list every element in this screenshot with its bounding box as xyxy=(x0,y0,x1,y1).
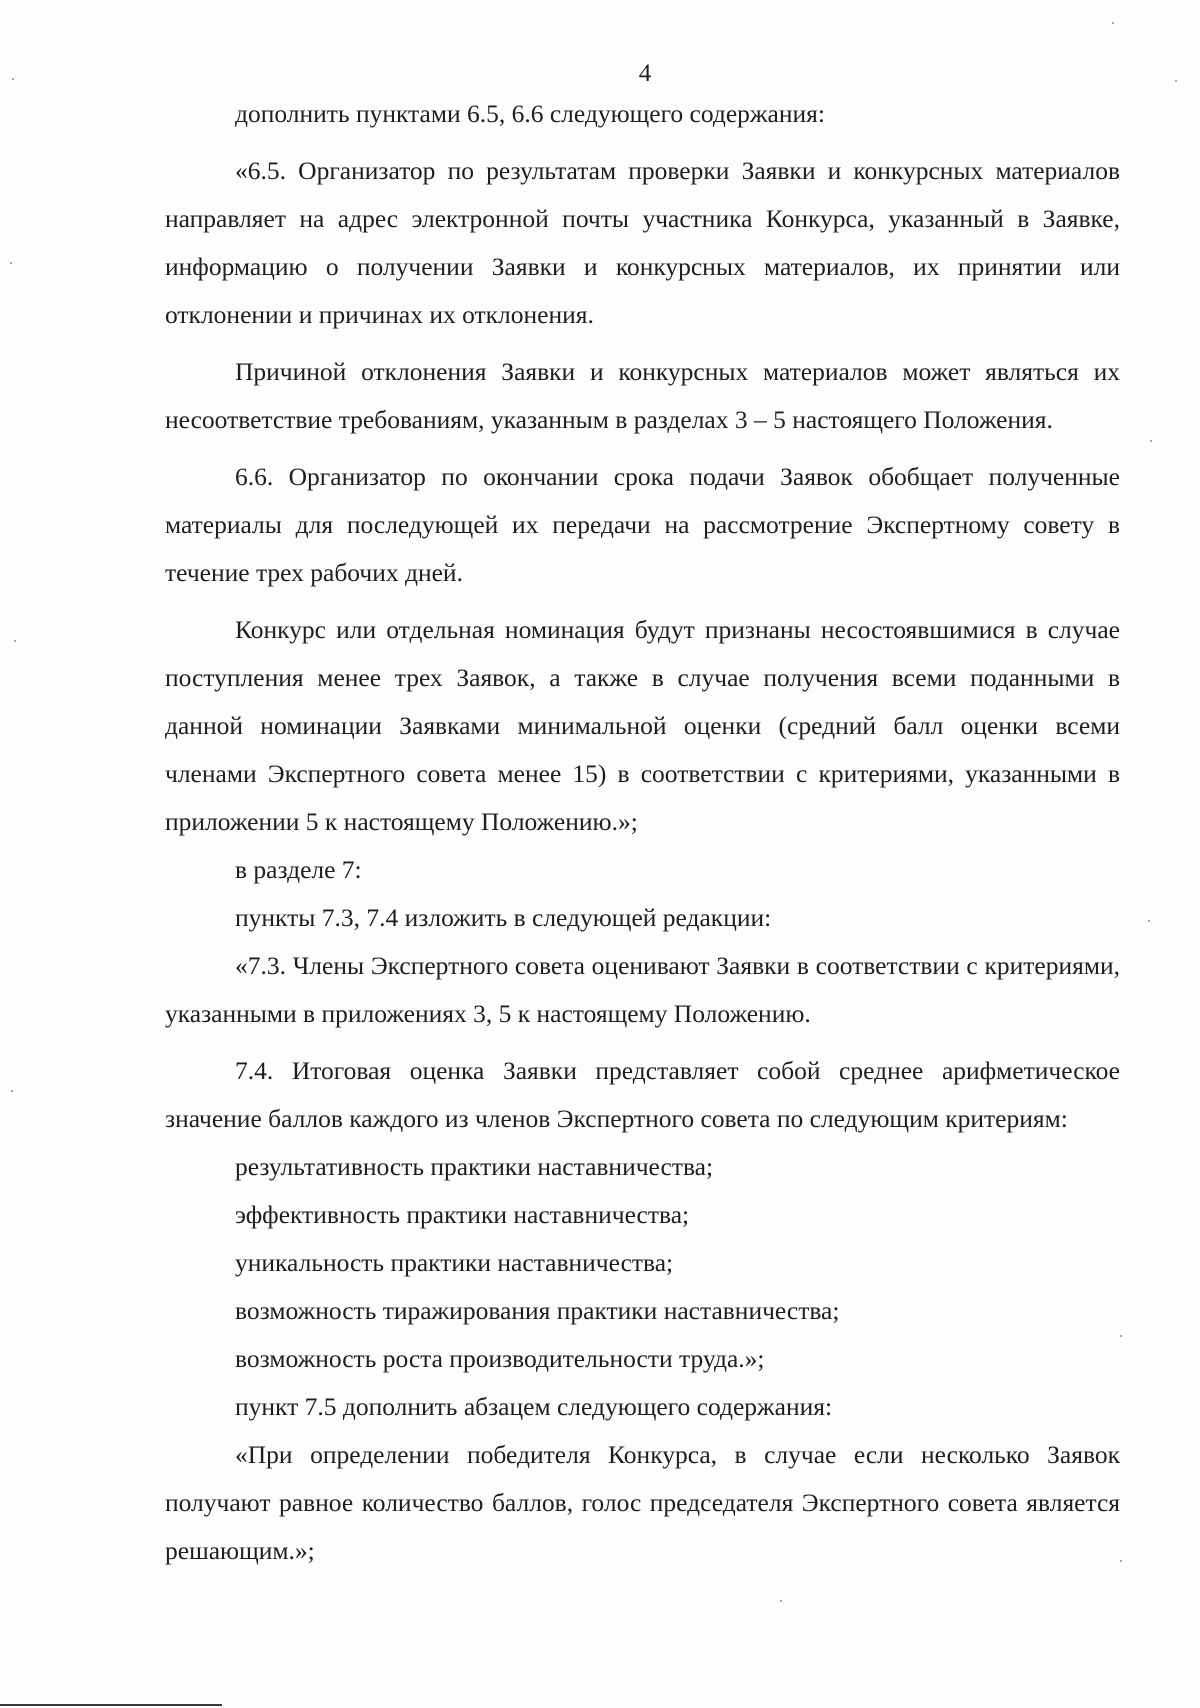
paragraph-6-6: 6.6. Организатор по окончании срока подачи Заявок обобщает полученные материалы для последующей их передачи на рассмотрение Экспертному совету в течение трех рабочих дней. xyxy=(165,462,1120,587)
paragraph-point-7-5: пункт 7.5 дополнить абзацем следующего содержания: xyxy=(235,1392,833,1421)
criterion-item: эффективность практики наставничества; xyxy=(235,1200,690,1229)
paragraph-7-4: 7.4. Итоговая оценка Заявки представляет собой среднее арифметическое значение баллов каждого из членов Экспертного совета по следующим критериям: xyxy=(165,1056,1120,1133)
document-body xyxy=(165,90,1120,1575)
scan-speck xyxy=(14,640,16,642)
page-number: 4 xyxy=(638,60,652,87)
scan-speck xyxy=(1148,920,1150,922)
criterion-item: уникальность практики наставничества; xyxy=(235,1248,674,1277)
paragraph-points-7-3-7-4: пункты 7.3, 7.4 изложить в следующей редакции: xyxy=(235,903,772,932)
scan-speck xyxy=(1175,80,1177,82)
paragraph-rejection-reason: Причиной отклонения Заявки и конкурсных материалов может являться их несоответствие требованиям, указанным в разделах 3 – 5 настоящего Положения. xyxy=(165,357,1120,434)
paragraph-intro-6: дополнить пунктами 6.5, 6.6 следующего содержания: xyxy=(235,99,825,128)
scan-speck xyxy=(1150,440,1152,442)
paragraph-winner-rule: «При определении победителя Конкурса, в случае если несколько Заявок получают равное количество баллов, голос председателя Экспертного совета является решающим.»; xyxy=(165,1440,1120,1565)
criterion-item: возможность роста производительности труда.»; xyxy=(235,1344,765,1373)
scan-speck xyxy=(10,262,12,264)
bottom-rule xyxy=(0,1704,222,1706)
paragraph-contest-failed: Конкурс или отдельная номинация будут признаны несостоявшимися в случае поступления менее трех Заявок, а также в случае получения всеми поданными в данной номинации Заявками минимальной оценки (средний балл оценки всеми членами Экспертного совета менее 15) в соответствии с критериями, указанными в приложении 5 к настоящему Положению.»; xyxy=(165,615,1120,836)
paragraph-7-3: «7.3. Члены Экспертного совета оценивают Заявки в соответствии с критериями, указанными в приложениях 3, 5 к настоящему Положению. xyxy=(165,951,1120,1028)
scan-speck xyxy=(11,1090,13,1092)
criterion-item: возможность тиражирования практики наставничества; xyxy=(235,1296,840,1325)
scan-speck xyxy=(780,1600,782,1602)
criterion-item: результативность практики наставничества; xyxy=(235,1152,714,1181)
scan-speck xyxy=(12,78,14,80)
scan-speck xyxy=(1120,1335,1122,1337)
paragraph-section-7: в разделе 7: xyxy=(235,855,362,884)
scan-speck xyxy=(1112,22,1114,24)
scan-speck xyxy=(1120,1560,1122,1562)
paragraph-6-5: «6.5. Организатор по результатам проверки Заявки и конкурсных материалов направляет на адрес электронной почты участника Конкурса, указанный в Заявке, информацию о получении Заявки и конкурсных материалов, их принятии или отклонении и причинах их отклонения. xyxy=(165,156,1120,329)
